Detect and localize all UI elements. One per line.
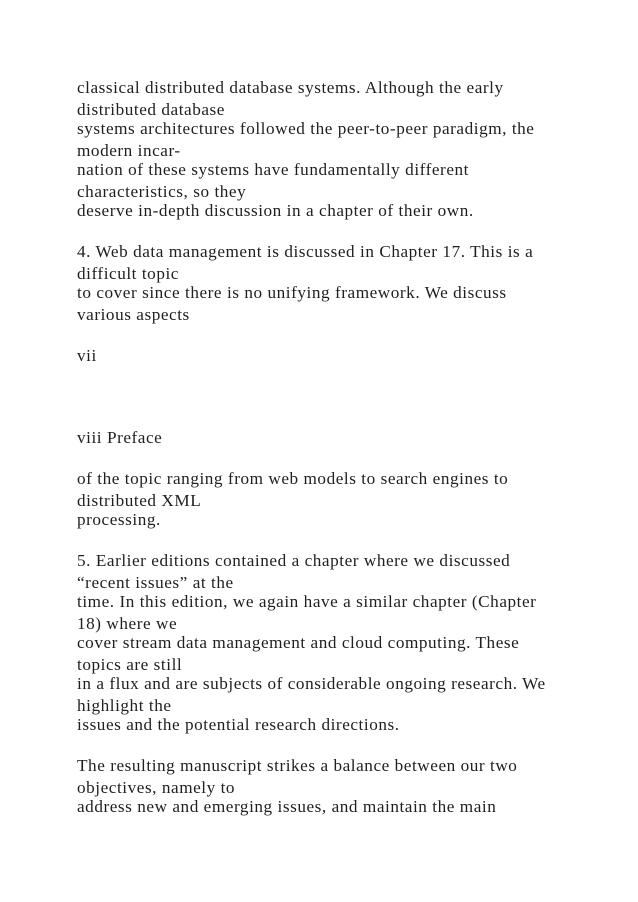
text-line: time. In this edition, we again have a similar chapter (Chapter: [77, 592, 537, 611]
text-line: characteristics, so they: [77, 182, 247, 201]
text-line: topics are still: [77, 655, 183, 674]
text-line: 5. Earlier editions contained a chapter where we discussed: [77, 551, 511, 570]
text-line: 18) where we: [77, 614, 178, 633]
text-line: address new and emerging issues, and maintain the main: [77, 797, 497, 816]
text-line: “recent issues” at the: [77, 573, 234, 592]
text-line: difficult topic: [77, 264, 179, 283]
text-line: processing.: [77, 510, 161, 529]
text-line: The resulting manuscript strikes a balance between our two: [77, 756, 518, 775]
text-line: modern incar-: [77, 141, 181, 160]
text-line: classical distributed database systems. Although the early: [77, 78, 504, 97]
text-line: 4. Web data management is discussed in Chapter 17. This is a: [77, 242, 534, 261]
text-line: nation of these systems have fundamentally different: [77, 160, 469, 179]
text-line: various aspects: [77, 305, 190, 324]
text-line: cover stream data management and cloud computing. These: [77, 633, 520, 652]
text-line: in a flux and are subjects of considerable ongoing research. We: [77, 674, 546, 693]
text-line: highlight the: [77, 696, 172, 715]
page-number: vii: [77, 346, 97, 365]
text-line: to cover since there is no unifying framework. We discuss: [77, 283, 507, 302]
running-header: viii Preface: [77, 428, 163, 447]
text-line: objectives, namely to: [77, 778, 236, 797]
text-line: issues and the potential research directions.: [77, 715, 400, 734]
text-line: of the topic ranging from web models to search engines to: [77, 469, 509, 488]
text-line: systems architectures followed the peer-to-peer paradigm, the: [77, 119, 535, 138]
text-line: distributed database: [77, 100, 225, 119]
text-line: distributed XML: [77, 491, 202, 510]
text-line: deserve in-depth discussion in a chapter of their own.: [77, 201, 474, 220]
